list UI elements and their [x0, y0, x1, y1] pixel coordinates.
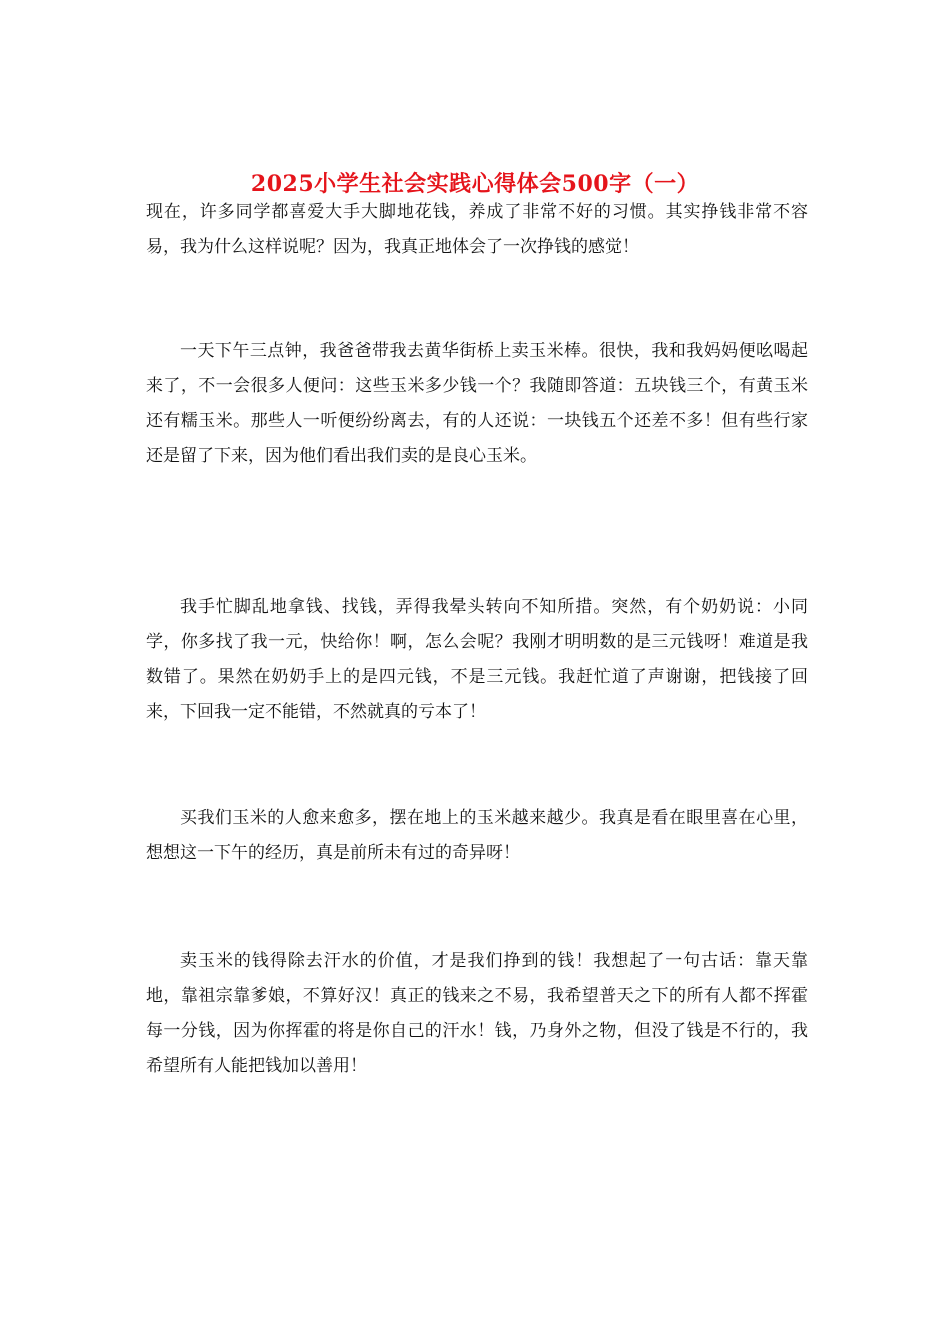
- paragraph-selling-corn: 一天下午三点钟，我爸爸带我去黄华街桥上卖玉米棒。很快，我和我妈妈便吆喝起来了，不一会很多人便问：这些玉米多少钱一个？我随即答道：五块钱三个，有黄玉米还有糯玉米。那些人一听便纷纷离去，有的人还说：一块钱五个还差不多！但有些行家还是留了下来，因为他们看出我们卖的是良心玉米。: [146, 341, 808, 466]
- document-title: 2025小学生社会实践心得体会500字（一）: [250, 170, 700, 197]
- paragraph-intro: 现在，许多同学都喜爱大手大脚地花钱，养成了非常不好的习惯。其实挣钱非常不容易，我为什么这样说呢？因为，我真正地体会了一次挣钱的感觉！: [146, 202, 808, 257]
- paragraph-making-change: 我手忙脚乱地拿钱、找钱，弄得我晕头转向不知所措。突然，有个奶奶说：小同学，你多找了我一元，快给你！啊，怎么会呢？我刚才明明数的是三元钱呀！难道是我数错了。果然在奶奶手上的是四元钱，不是三元钱。我赶忙道了声谢谢，把钱接了回来，下回我一定不能错，不然就真的亏本了！: [146, 597, 808, 722]
- paragraph-conclusion: 卖玉米的钱得除去汗水的价值，才是我们挣到的钱！我想起了一句古话：靠天靠地，靠祖宗靠爹娘，不算好汉！真正的钱来之不易，我希望普天之下的所有人都不挥霍每一分钱，因为你挥霍的将是你自己的汗水！钱，乃身外之物，但没了钱是不行的，我希望所有人能把钱加以善用！: [146, 951, 808, 1076]
- paragraph-more-buyers: 买我们玉米的人愈来愈多，摆在地上的玉米越来越少。我真是看在眼里喜在心里，想想这一下午的经历，真是前所未有过的奇异呀！: [146, 808, 808, 863]
